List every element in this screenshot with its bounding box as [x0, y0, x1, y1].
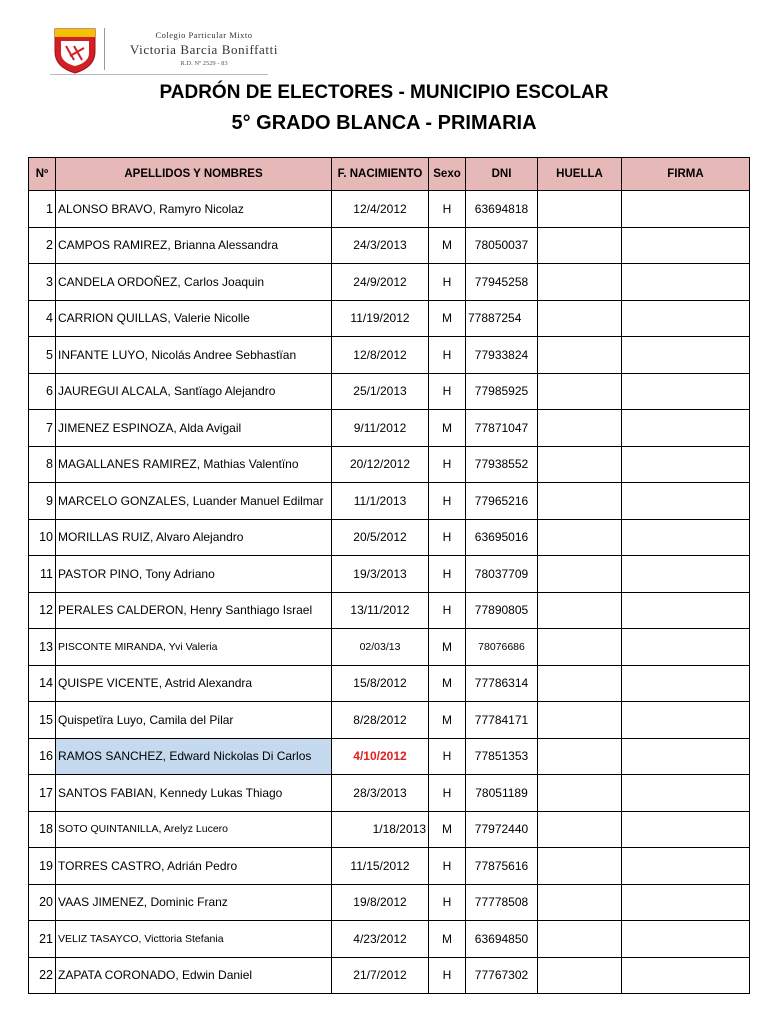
sex: M	[429, 629, 466, 666]
fingerprint-cell	[538, 410, 622, 447]
signature-cell	[622, 957, 750, 994]
fingerprint-cell	[538, 556, 622, 593]
dni: 63695016	[466, 519, 538, 556]
signature-cell	[622, 264, 750, 301]
table-body	[29, 191, 750, 994]
table-row	[29, 738, 750, 775]
sex: H	[429, 337, 466, 374]
birth-date: 12/8/2012	[332, 337, 429, 374]
student-name: VELIZ TASAYCO, Victtoria Stefania	[56, 921, 332, 958]
table-row	[29, 446, 750, 483]
signature-cell	[622, 446, 750, 483]
row-number: 10	[29, 519, 56, 556]
table-row	[29, 337, 750, 374]
col-header-sex: Sexo	[429, 158, 466, 191]
dni: 77890805	[466, 592, 538, 629]
fingerprint-cell	[538, 483, 622, 520]
table-row	[29, 665, 750, 702]
col-header-fingerprint: HUELLA	[538, 158, 622, 191]
signature-cell	[622, 300, 750, 337]
signature-cell	[622, 811, 750, 848]
student-name: SANTOS FABIAN, Kennedy Lukas Thiago	[56, 775, 332, 812]
student-name: JAUREGUI ALCALA, Santïago Alejandro	[56, 373, 332, 410]
table-row	[29, 373, 750, 410]
birth-date: 21/7/2012	[332, 957, 429, 994]
row-number: 1	[29, 191, 56, 228]
sex: M	[429, 921, 466, 958]
table-row	[29, 483, 750, 520]
document-title: PADRÓN DE ELECTORES - MUNICIPIO ESCOLAR	[159, 82, 609, 103]
sex: M	[429, 410, 466, 447]
row-number: 6	[29, 373, 56, 410]
dni: 77972440	[466, 811, 538, 848]
header-rule	[50, 74, 268, 75]
row-number: 2	[29, 227, 56, 264]
dni: 78050037	[466, 227, 538, 264]
sex: H	[429, 373, 466, 410]
signature-cell	[622, 410, 750, 447]
sex: H	[429, 446, 466, 483]
student-name: QUISPE VICENTE, Astrid Alexandra	[56, 665, 332, 702]
birth-date: 4/23/2012	[332, 921, 429, 958]
fingerprint-cell	[538, 191, 622, 228]
col-header-signature: FIRMA	[622, 158, 750, 191]
birth-date: 11/15/2012	[332, 848, 429, 885]
table-row	[29, 811, 750, 848]
dni: 77875616	[466, 848, 538, 885]
table-row	[29, 848, 750, 885]
fingerprint-cell	[538, 592, 622, 629]
row-number: 4	[29, 300, 56, 337]
signature-cell	[622, 519, 750, 556]
birth-date: 19/8/2012	[332, 884, 429, 921]
table-header-row	[29, 158, 750, 191]
table-row	[29, 884, 750, 921]
row-number: 9	[29, 483, 56, 520]
sex: H	[429, 738, 466, 775]
birth-date: 02/03/13	[332, 629, 429, 666]
row-number: 11	[29, 556, 56, 593]
row-number: 12	[29, 592, 56, 629]
col-header-dni: DNI	[466, 158, 538, 191]
birth-date: 19/3/2013	[332, 556, 429, 593]
table-row	[29, 519, 750, 556]
birth-date: 11/19/2012	[332, 300, 429, 337]
col-header-number: Nº	[29, 158, 56, 191]
fingerprint-cell	[538, 300, 622, 337]
birth-date: 12/4/2012	[332, 191, 429, 228]
col-header-birthdate: F. NACIMIENTO	[332, 158, 429, 191]
signature-cell	[622, 738, 750, 775]
student-name: INFANTE LUYO, Nicolás Andree Sebhastïan	[56, 337, 332, 374]
document-subtitle: 5° GRADO BLANCA - PRIMARIA	[231, 112, 537, 134]
fingerprint-cell	[538, 629, 622, 666]
signature-cell	[622, 337, 750, 374]
fingerprint-cell	[538, 373, 622, 410]
school-name: Victoria Barcia Boniffatti	[129, 42, 279, 57]
school-resolution: R.D. Nº 2529 - 83	[180, 60, 228, 67]
row-number: 3	[29, 264, 56, 301]
sex: H	[429, 519, 466, 556]
student-name: CARRION QUILLAS, Valerie Nicolle	[56, 300, 332, 337]
student-name: MORILLAS RUIZ, Alvaro Alejandro	[56, 519, 332, 556]
fingerprint-cell	[538, 665, 622, 702]
row-number: 8	[29, 446, 56, 483]
fingerprint-cell	[538, 775, 622, 812]
signature-cell	[622, 227, 750, 264]
signature-cell	[622, 665, 750, 702]
school-type: Colegio Particular Mixto	[155, 30, 253, 40]
sex: M	[429, 811, 466, 848]
student-name: CANDELA ORDOÑEZ, Carlos Joaquin	[56, 264, 332, 301]
student-name: VAAS JIMENEZ, Dominic Franz	[56, 884, 332, 921]
dni: 78037709	[466, 556, 538, 593]
birth-date: 15/8/2012	[332, 665, 429, 702]
dni: 77945258	[466, 264, 538, 301]
row-number: 14	[29, 665, 56, 702]
signature-cell	[622, 556, 750, 593]
student-name: ZAPATA CORONADO, Edwin Daniel	[56, 957, 332, 994]
row-number: 7	[29, 410, 56, 447]
fingerprint-cell	[538, 264, 622, 301]
table-row	[29, 264, 750, 301]
signature-cell	[622, 848, 750, 885]
sex: H	[429, 191, 466, 228]
fingerprint-cell	[538, 884, 622, 921]
dni: 77965216	[466, 483, 538, 520]
signature-cell	[622, 191, 750, 228]
birth-date: 1/18/2013	[332, 811, 429, 848]
signature-cell	[622, 775, 750, 812]
row-number: 16	[29, 738, 56, 775]
student-name: ALONSO BRAVO, Ramyro Nicolaz	[56, 191, 332, 228]
student-name: PISCONTE MIRANDA, Yvi Valeria	[56, 629, 332, 666]
row-number: 15	[29, 702, 56, 739]
dni: 77784171	[466, 702, 538, 739]
school-name-block	[104, 30, 304, 67]
dni: 63694818	[466, 191, 538, 228]
sex: M	[429, 665, 466, 702]
table-row	[29, 556, 750, 593]
sex: H	[429, 957, 466, 994]
table-row	[29, 702, 750, 739]
table-row	[29, 775, 750, 812]
dni: 63694850	[466, 921, 538, 958]
student-name: JIMENEZ ESPINOZA, Alda Avigail	[56, 410, 332, 447]
dni: 77871047	[466, 410, 538, 447]
table-row	[29, 957, 750, 994]
fingerprint-cell	[538, 738, 622, 775]
dni: 77851353	[466, 738, 538, 775]
col-header-name: APELLIDOS Y NOMBRES	[56, 158, 332, 191]
birth-date: 13/11/2012	[332, 592, 429, 629]
sex: H	[429, 556, 466, 593]
table-row	[29, 921, 750, 958]
fingerprint-cell	[538, 227, 622, 264]
student-name: SOTO QUINTANILLA, Arelyz Lucero	[56, 811, 332, 848]
student-name: PERALES CALDERON, Henry Santhiago Israel	[56, 592, 332, 629]
dni: 77938552	[466, 446, 538, 483]
sex: H	[429, 775, 466, 812]
fingerprint-cell	[538, 337, 622, 374]
sex: H	[429, 264, 466, 301]
table-row	[29, 629, 750, 666]
table-row	[29, 410, 750, 447]
table-row	[29, 300, 750, 337]
fingerprint-cell	[538, 848, 622, 885]
table-row	[29, 592, 750, 629]
sex: M	[429, 300, 466, 337]
birth-date: 20/5/2012	[332, 519, 429, 556]
student-name: Quispetïra Luyo, Camila del Pilar	[56, 702, 332, 739]
table-row	[29, 227, 750, 264]
sex: M	[429, 227, 466, 264]
sex: H	[429, 884, 466, 921]
dni: 78051189	[466, 775, 538, 812]
school-crest-logo	[52, 26, 98, 74]
dni: 78076686	[466, 629, 538, 666]
birth-date: 24/9/2012	[332, 264, 429, 301]
student-name: PASTOR PINO, Tony Adriano	[56, 556, 332, 593]
row-number: 22	[29, 957, 56, 994]
signature-cell	[622, 483, 750, 520]
sex: H	[429, 483, 466, 520]
birth-date: 9/11/2012	[332, 410, 429, 447]
row-number: 5	[29, 337, 56, 374]
dni: 77887254	[466, 300, 538, 337]
dni: 77985925	[466, 373, 538, 410]
signature-cell	[622, 884, 750, 921]
dni: 77786314	[466, 665, 538, 702]
birth-date: 20/12/2012	[332, 446, 429, 483]
student-name: RAMOS SANCHEZ, Edward Nickolas Di Carlos	[56, 738, 332, 775]
signature-cell	[622, 702, 750, 739]
dni: 77778508	[466, 884, 538, 921]
student-name: MARCELO GONZALES, Luander Manuel Edilmar	[56, 483, 332, 520]
row-number: 19	[29, 848, 56, 885]
row-number: 21	[29, 921, 56, 958]
fingerprint-cell	[538, 921, 622, 958]
birth-date: 25/1/2013	[332, 373, 429, 410]
electoral-roster-table	[28, 157, 750, 994]
sex: M	[429, 702, 466, 739]
student-name: TORRES CASTRO, Adrián Pedro	[56, 848, 332, 885]
signature-cell	[622, 592, 750, 629]
fingerprint-cell	[538, 519, 622, 556]
signature-cell	[622, 921, 750, 958]
row-number: 13	[29, 629, 56, 666]
birth-date: 11/1/2013	[332, 483, 429, 520]
dni: 77933824	[466, 337, 538, 374]
sex: H	[429, 592, 466, 629]
sex: H	[429, 848, 466, 885]
row-number: 20	[29, 884, 56, 921]
student-name: CAMPOS RAMIREZ, Brianna Alessandra	[56, 227, 332, 264]
birth-date: 28/3/2013	[332, 775, 429, 812]
table-row	[29, 191, 750, 228]
fingerprint-cell	[538, 957, 622, 994]
fingerprint-cell	[538, 446, 622, 483]
row-number: 18	[29, 811, 56, 848]
student-name: MAGALLANES RAMIREZ, Mathias Valentïno	[56, 446, 332, 483]
dni: 77767302	[466, 957, 538, 994]
birth-date: 24/3/2013	[332, 227, 429, 264]
birth-date: 8/28/2012	[332, 702, 429, 739]
signature-cell	[622, 629, 750, 666]
signature-cell	[622, 373, 750, 410]
fingerprint-cell	[538, 702, 622, 739]
birth-date: 4/10/2012	[332, 738, 429, 775]
row-number: 17	[29, 775, 56, 812]
fingerprint-cell	[538, 811, 622, 848]
